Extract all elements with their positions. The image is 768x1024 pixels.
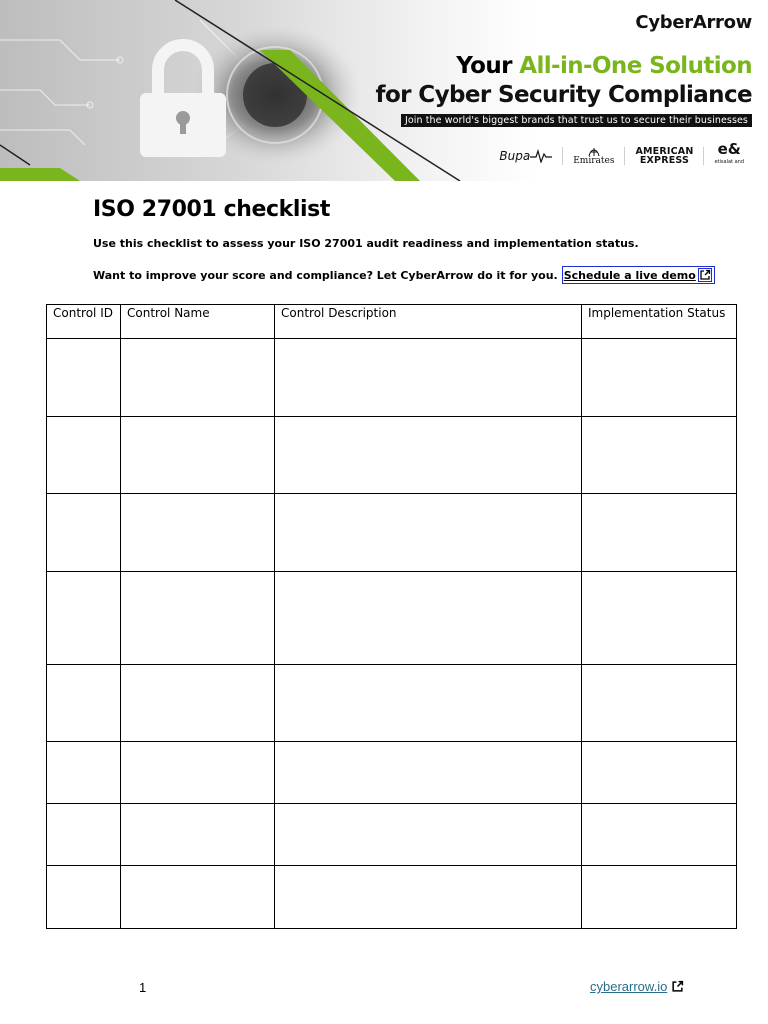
schedule-demo-link[interactable] <box>562 266 715 284</box>
heartbeat-icon <box>530 149 552 163</box>
cell-control-id[interactable] <box>47 339 121 417</box>
external-link-icon <box>671 980 684 993</box>
headline-accent: All-in-One Solution <box>519 53 752 79</box>
table-row <box>47 742 737 804</box>
cell-control-id[interactable] <box>47 866 121 929</box>
cell-control-description[interactable] <box>275 742 582 804</box>
table-row <box>47 572 737 665</box>
footer-link-label: cyberarrow.io <box>590 979 668 994</box>
cell-implementation-status[interactable] <box>582 804 737 866</box>
column-header-control-name: Control Name <box>121 305 275 339</box>
brand-logos <box>489 140 754 169</box>
cell-control-id[interactable] <box>47 665 121 742</box>
cell-control-description[interactable] <box>275 572 582 665</box>
brand-amex <box>625 147 703 165</box>
table-row <box>47 804 737 866</box>
cell-control-name[interactable] <box>121 494 275 572</box>
table-row <box>47 339 737 417</box>
cell-control-name[interactable] <box>121 572 275 665</box>
banner-headline <box>376 52 752 110</box>
table-row <box>47 866 737 929</box>
brand-amex-line2: EXPRESS <box>639 155 690 166</box>
column-header-control-description: Control Description <box>275 305 582 339</box>
cell-control-id[interactable] <box>47 572 121 665</box>
checklist-table <box>46 304 737 929</box>
cell-implementation-status[interactable] <box>582 572 737 665</box>
page-number: 1 <box>139 980 147 995</box>
cell-control-name[interactable] <box>121 417 275 494</box>
cell-implementation-status[interactable] <box>582 742 737 804</box>
cell-control-id[interactable] <box>47 494 121 572</box>
cell-implementation-status[interactable] <box>582 417 737 494</box>
cell-control-description[interactable] <box>275 866 582 929</box>
cell-control-id[interactable] <box>47 742 121 804</box>
schedule-demo-label: Schedule a live demo <box>563 268 696 282</box>
hero-banner <box>0 0 768 181</box>
headline-prefix: Your <box>456 53 520 79</box>
cell-control-description[interactable] <box>275 494 582 572</box>
cell-control-description[interactable] <box>275 339 582 417</box>
headline-line2: for Cyber Security Compliance <box>375 82 752 108</box>
table-row <box>47 417 737 494</box>
brand-bupa-text: Bupa <box>499 149 531 163</box>
cell-implementation-status[interactable] <box>582 866 737 929</box>
cell-control-description[interactable] <box>275 804 582 866</box>
brand-eand <box>704 140 754 169</box>
cell-control-description[interactable] <box>275 417 582 494</box>
cell-implementation-status[interactable] <box>582 665 737 742</box>
table-header-row <box>47 305 737 339</box>
cyberarrow-website-link[interactable] <box>590 979 684 994</box>
emirates-emblem-icon <box>587 147 601 157</box>
cell-implementation-status[interactable] <box>582 494 737 572</box>
cell-implementation-status[interactable] <box>582 339 737 417</box>
cell-control-name[interactable] <box>121 866 275 929</box>
cell-control-name[interactable] <box>121 742 275 804</box>
brand-bupa <box>489 149 562 163</box>
intro-text: Use this checklist to assess your ISO 27001 audit readiness and implementation status. <box>93 237 639 250</box>
cta-text <box>93 266 715 284</box>
cell-control-name[interactable] <box>121 804 275 866</box>
brand-eand-sub: etisalat and <box>714 159 744 165</box>
cell-control-id[interactable] <box>47 417 121 494</box>
brand-emirates-text: Emirates <box>573 155 615 166</box>
column-header-implementation-status: Implementation Status <box>582 305 737 339</box>
cyberarrow-logo: CyberArrow <box>635 12 752 33</box>
external-link-icon <box>698 268 712 282</box>
cell-control-name[interactable] <box>121 339 275 417</box>
brand-amex-line1: AMERICAN <box>635 146 694 157</box>
cta-sentence: Want to improve your score and compliance? Let CyberArrow do it for you. <box>93 268 558 282</box>
table-row <box>47 665 737 742</box>
table-row <box>47 494 737 572</box>
cell-control-id[interactable] <box>47 804 121 866</box>
page-title: ISO 27001 checklist <box>93 197 330 222</box>
column-header-control-id: Control ID <box>47 305 121 339</box>
cell-control-name[interactable] <box>121 665 275 742</box>
cell-control-description[interactable] <box>275 665 582 742</box>
banner-tagline: Join the world's biggest brands that trust us to secure their businesses <box>401 114 752 127</box>
brand-emirates <box>563 147 624 166</box>
brand-eand-text: e& <box>717 140 741 158</box>
